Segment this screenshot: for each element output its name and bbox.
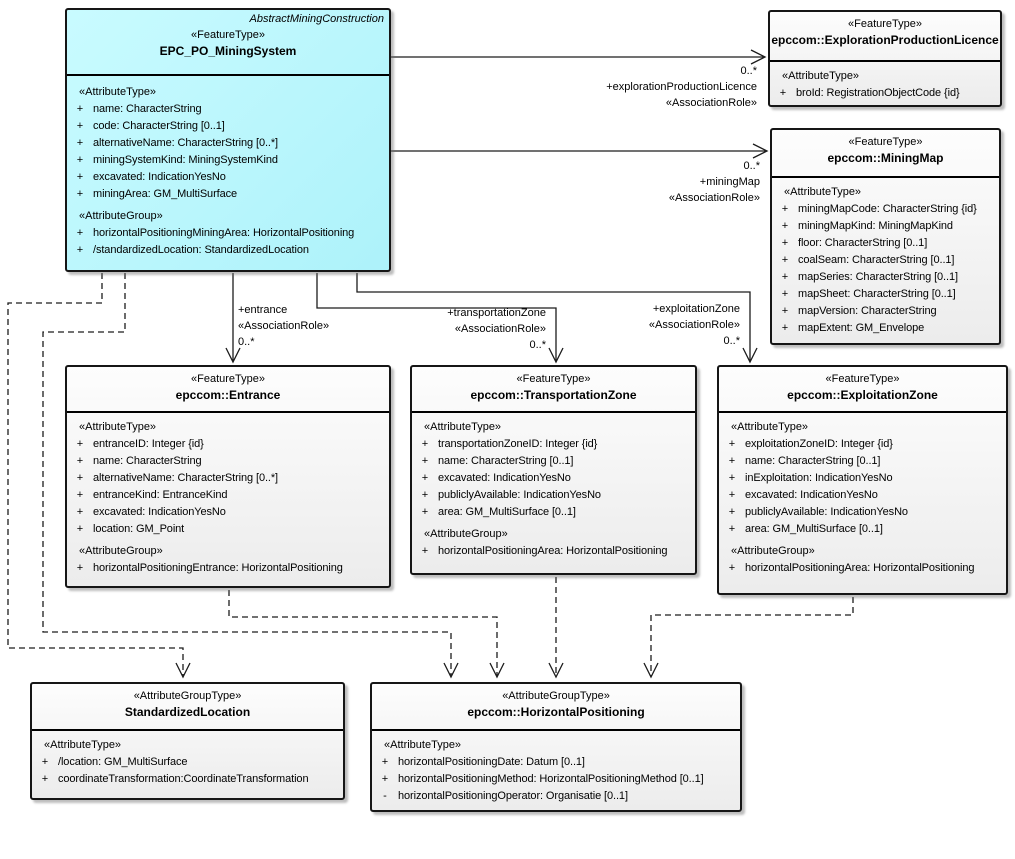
edge-label-line: 0..* xyxy=(723,335,740,347)
attribute-text: horizontalPositioningDate: Datum [0..1] xyxy=(398,756,585,768)
visibility-marker: + xyxy=(76,506,84,518)
visibility-marker: + xyxy=(781,220,789,232)
edge-label-line: 0..* xyxy=(743,160,760,172)
dependency-transportation-horizontal-positioning xyxy=(549,577,563,677)
attribute-row xyxy=(772,303,999,320)
edge-label-mining-map xyxy=(520,158,760,206)
edge-label-line: +transportationZone xyxy=(447,307,546,319)
visibility-marker: - xyxy=(383,790,387,802)
visibility-marker: + xyxy=(781,254,789,266)
visibility-marker: + xyxy=(381,756,389,768)
class-exploitation-zone[interactable] xyxy=(717,365,1008,595)
attribute-row xyxy=(372,771,740,788)
visibility-marker: + xyxy=(76,438,84,450)
attribute-row xyxy=(772,269,999,286)
edge-label-line: «AssociationRole» xyxy=(454,323,546,335)
class-standardized-location[interactable] xyxy=(30,682,345,800)
attribute-row xyxy=(719,470,1006,487)
attribute-section-header: «AttributeType» xyxy=(731,421,809,433)
attribute-text: horizontalPositioningMethod: HorizontalPositioningMethod [0..1] xyxy=(398,773,704,785)
visibility-marker: + xyxy=(381,773,389,785)
attribute-row xyxy=(372,788,740,805)
association-exploration-production-licence xyxy=(391,50,765,64)
attribute-row xyxy=(67,135,389,152)
class-name: epccom::TransportationZone xyxy=(470,388,637,402)
visibility-marker: + xyxy=(76,455,84,467)
class-attributes xyxy=(719,413,1006,577)
attribute-row xyxy=(772,218,999,235)
visibility-marker: + xyxy=(41,756,49,768)
attribute-text: mapExtent: GM_Envelope xyxy=(798,322,925,334)
attribute-row xyxy=(32,754,343,771)
attribute-row xyxy=(719,453,1006,470)
visibility-marker: + xyxy=(76,103,84,115)
attribute-row xyxy=(67,560,389,577)
attribute-row xyxy=(67,436,389,453)
attribute-text: mapVersion: CharacterString xyxy=(798,305,937,317)
attribute-row xyxy=(412,470,695,487)
attribute-section-header: «AttributeType» xyxy=(782,70,860,82)
attribute-row xyxy=(719,521,1006,538)
visibility-marker: + xyxy=(421,472,429,484)
attribute-text: publiclyAvailable: IndicationYesNo xyxy=(438,489,601,501)
edge-label-line: +exploitationZone xyxy=(652,303,740,315)
visibility-marker: + xyxy=(421,489,429,501)
visibility-marker: + xyxy=(421,455,429,467)
attribute-section-header: «AttributeType» xyxy=(79,421,157,433)
attribute-text: miningMapKind: MiningMapKind xyxy=(798,220,953,232)
attribute-text: entranceKind: EntranceKind xyxy=(93,489,228,501)
attribute-row xyxy=(67,521,389,538)
class-attributes xyxy=(770,62,1000,102)
visibility-marker: + xyxy=(728,455,736,467)
visibility-marker: + xyxy=(76,120,84,132)
attribute-text: alternativeName: CharacterString [0..*] xyxy=(93,472,279,484)
attribute-section-header: «AttributeGroup» xyxy=(79,210,163,222)
class-entrance[interactable] xyxy=(65,365,391,588)
visibility-marker: + xyxy=(76,562,84,574)
attribute-text: publiclyAvailable: IndicationYesNo xyxy=(745,506,908,518)
attribute-text: /standardizedLocation: StandardizedLocation xyxy=(93,244,309,256)
class-exploration-production-licence[interactable] xyxy=(768,10,1002,107)
visibility-marker: + xyxy=(728,489,736,501)
class-name: epccom::Entrance xyxy=(175,388,281,402)
attribute-text: inExploitation: IndicationYesNo xyxy=(745,472,893,484)
attribute-row xyxy=(772,320,999,337)
visibility-marker: + xyxy=(421,506,429,518)
attribute-row xyxy=(372,754,740,771)
class-epc-po-mining-system[interactable] xyxy=(65,8,391,272)
attribute-text: mapSeries: CharacterString [0..1] xyxy=(798,271,958,283)
edge-label-line: 0..* xyxy=(740,65,757,77)
edge-label-transportation-zone xyxy=(350,305,546,353)
edge-label-exploitation-zone xyxy=(540,301,740,349)
attribute-row xyxy=(412,487,695,504)
attribute-row xyxy=(67,453,389,470)
attribute-row xyxy=(719,504,1006,521)
visibility-marker: + xyxy=(728,523,736,535)
abstract-parent-label: AbstractMiningConstruction xyxy=(249,13,384,25)
attribute-row xyxy=(719,560,1006,577)
class-stereotype: «AttributeGroupType» xyxy=(502,690,610,702)
class-stereotype: «FeatureType» xyxy=(191,373,265,385)
class-name: epccom::ExplorationProductionLicence xyxy=(771,33,999,47)
attribute-row xyxy=(719,436,1006,453)
attribute-text: name: CharacterString xyxy=(93,455,202,467)
attribute-section-header: «AttributeType» xyxy=(384,739,462,751)
attribute-section-header: «AttributeType» xyxy=(44,739,122,751)
class-name: epccom::MiningMap xyxy=(827,151,944,165)
class-stereotype: «FeatureType» xyxy=(848,136,923,148)
attribute-row xyxy=(67,101,389,118)
attribute-section-header: «AttributeGroup» xyxy=(424,528,508,540)
attribute-text: coalSeam: CharacterString [0..1] xyxy=(798,254,955,266)
class-name: epccom::HorizontalPositioning xyxy=(467,705,645,719)
attribute-text: horizontalPositioningEntrance: HorizontalPositioning xyxy=(93,562,343,574)
edge-label-line: +miningMap xyxy=(699,176,760,188)
dependency-exploitation-horizontal-positioning xyxy=(644,597,853,677)
visibility-marker: + xyxy=(781,288,789,300)
visibility-marker: + xyxy=(728,472,736,484)
visibility-marker: + xyxy=(728,506,736,518)
attribute-section-header: «AttributeGroup» xyxy=(731,545,815,557)
class-attributes xyxy=(32,731,343,788)
attribute-text: excavated: IndicationYesNo xyxy=(93,171,226,183)
attribute-text: floor: CharacterString [0..1] xyxy=(798,237,928,249)
attribute-text: excavated: IndicationYesNo xyxy=(438,472,571,484)
visibility-marker: + xyxy=(76,244,84,256)
visibility-marker: + xyxy=(728,438,736,450)
attribute-row xyxy=(772,235,999,252)
dependency-entrance-horizontal-positioning xyxy=(229,590,504,677)
visibility-marker: + xyxy=(76,472,84,484)
class-attributes xyxy=(67,76,389,259)
attribute-row xyxy=(719,487,1006,504)
visibility-marker: + xyxy=(781,322,789,334)
edge-label-line: «AssociationRole» xyxy=(668,192,760,204)
attribute-text: excavated: IndicationYesNo xyxy=(745,489,878,501)
attribute-text: exploitationZoneID: Integer {id} xyxy=(745,438,893,450)
class-mining-map[interactable] xyxy=(770,128,1001,345)
visibility-marker: + xyxy=(421,545,429,557)
attribute-row xyxy=(412,436,695,453)
visibility-marker: + xyxy=(781,203,789,215)
association-mining-map xyxy=(391,144,767,158)
class-transportation-zone[interactable] xyxy=(410,365,697,575)
attribute-text: broId: RegistrationObjectCode {id} xyxy=(796,87,960,99)
attribute-row xyxy=(770,85,1000,102)
attribute-row xyxy=(412,543,695,560)
attribute-section-header: «AttributeGroup» xyxy=(79,545,163,557)
visibility-marker: + xyxy=(781,305,789,317)
attribute-text: horizontalPositioningArea: HorizontalPositioning xyxy=(745,562,975,574)
attribute-text: miningMapCode: CharacterString {id} xyxy=(798,203,977,215)
attribute-text: mapSheet: CharacterString [0..1] xyxy=(798,288,956,300)
attribute-text: miningSystemKind: MiningSystemKind xyxy=(93,154,278,166)
attribute-row xyxy=(772,201,999,218)
attribute-row xyxy=(412,504,695,521)
attribute-row xyxy=(67,470,389,487)
visibility-marker: + xyxy=(76,489,84,501)
attribute-text: horizontalPositioningOperator: Organisatie [0..1] xyxy=(398,790,628,802)
attribute-row xyxy=(67,169,389,186)
visibility-marker: + xyxy=(76,523,84,535)
attribute-row xyxy=(772,252,999,269)
attribute-text: name: CharacterString [0..1] xyxy=(438,455,574,467)
edge-label-line: «AssociationRole» xyxy=(238,320,330,332)
attribute-text: coordinateTransformation:CoordinateTransformation xyxy=(58,773,309,785)
visibility-marker: + xyxy=(728,562,736,574)
attribute-row xyxy=(67,152,389,169)
class-attributes xyxy=(772,178,999,337)
edge-label-line: +entrance xyxy=(238,304,288,316)
attribute-section-header: «AttributeType» xyxy=(784,186,862,198)
class-attributes xyxy=(412,413,695,560)
class-stereotype: «FeatureType» xyxy=(191,29,265,41)
attribute-section-header: «AttributeType» xyxy=(424,421,502,433)
attribute-row xyxy=(67,118,389,135)
attribute-section-header: «AttributeType» xyxy=(79,86,157,98)
visibility-marker: + xyxy=(76,227,84,239)
edge-label-line: +explorationProductionLicence xyxy=(606,81,757,93)
edge-label-line: 0..* xyxy=(238,336,255,348)
attribute-row xyxy=(412,453,695,470)
class-name: StandardizedLocation xyxy=(124,705,251,719)
attribute-row xyxy=(67,186,389,203)
class-name: EPC_PO_MiningSystem xyxy=(159,44,297,58)
attribute-text: area: GM_MultiSurface [0..1] xyxy=(438,506,576,518)
attribute-text: name: CharacterString [0..1] xyxy=(745,455,881,467)
visibility-marker: + xyxy=(76,137,84,149)
visibility-marker: + xyxy=(781,237,789,249)
edge-label-line: «AssociationRole» xyxy=(665,97,757,109)
visibility-marker: + xyxy=(76,154,84,166)
edge-label-line: 0..* xyxy=(529,339,546,351)
visibility-marker: + xyxy=(76,188,84,200)
attribute-text: horizontalPositioningMiningArea: HorizontalPositioning xyxy=(93,227,355,239)
attribute-row xyxy=(67,504,389,521)
attribute-text: name: CharacterString xyxy=(93,103,202,115)
edge-label-line: «AssociationRole» xyxy=(648,319,740,331)
attribute-text: code: CharacterString [0..1] xyxy=(93,120,225,132)
class-stereotype: «AttributeGroupType» xyxy=(133,690,242,702)
attribute-row xyxy=(67,487,389,504)
visibility-marker: + xyxy=(41,773,49,785)
class-horizontal-positioning[interactable] xyxy=(370,682,742,812)
attribute-row xyxy=(67,225,389,242)
edge-label-exploration-production-licence xyxy=(500,63,757,111)
class-attributes xyxy=(67,413,389,577)
attribute-row xyxy=(32,771,343,788)
attribute-text: location: GM_Point xyxy=(93,523,185,535)
attribute-row xyxy=(67,242,389,259)
class-name: epccom::ExploitationZone xyxy=(787,388,938,402)
class-stereotype: «FeatureType» xyxy=(825,373,900,385)
attribute-text: excavated: IndicationYesNo xyxy=(93,506,226,518)
attribute-text: miningArea: GM_MultiSurface xyxy=(93,188,238,200)
visibility-marker: + xyxy=(76,171,84,183)
attribute-text: horizontalPositioningArea: HorizontalPositioning xyxy=(438,545,668,557)
attribute-text: /location: GM_MultiSurface xyxy=(58,756,188,768)
attribute-row xyxy=(772,286,999,303)
attribute-text: transportationZoneID: Integer {id} xyxy=(438,438,598,450)
visibility-marker: + xyxy=(421,438,429,450)
class-attributes xyxy=(372,731,740,805)
visibility-marker: + xyxy=(779,87,787,99)
class-stereotype: «FeatureType» xyxy=(848,18,922,30)
attribute-text: alternativeName: CharacterString [0..*] xyxy=(93,137,279,149)
visibility-marker: + xyxy=(781,271,789,283)
attribute-text: entranceID: Integer {id} xyxy=(93,438,204,450)
class-stereotype: «FeatureType» xyxy=(516,373,591,385)
attribute-text: area: GM_MultiSurface [0..1] xyxy=(745,523,883,535)
